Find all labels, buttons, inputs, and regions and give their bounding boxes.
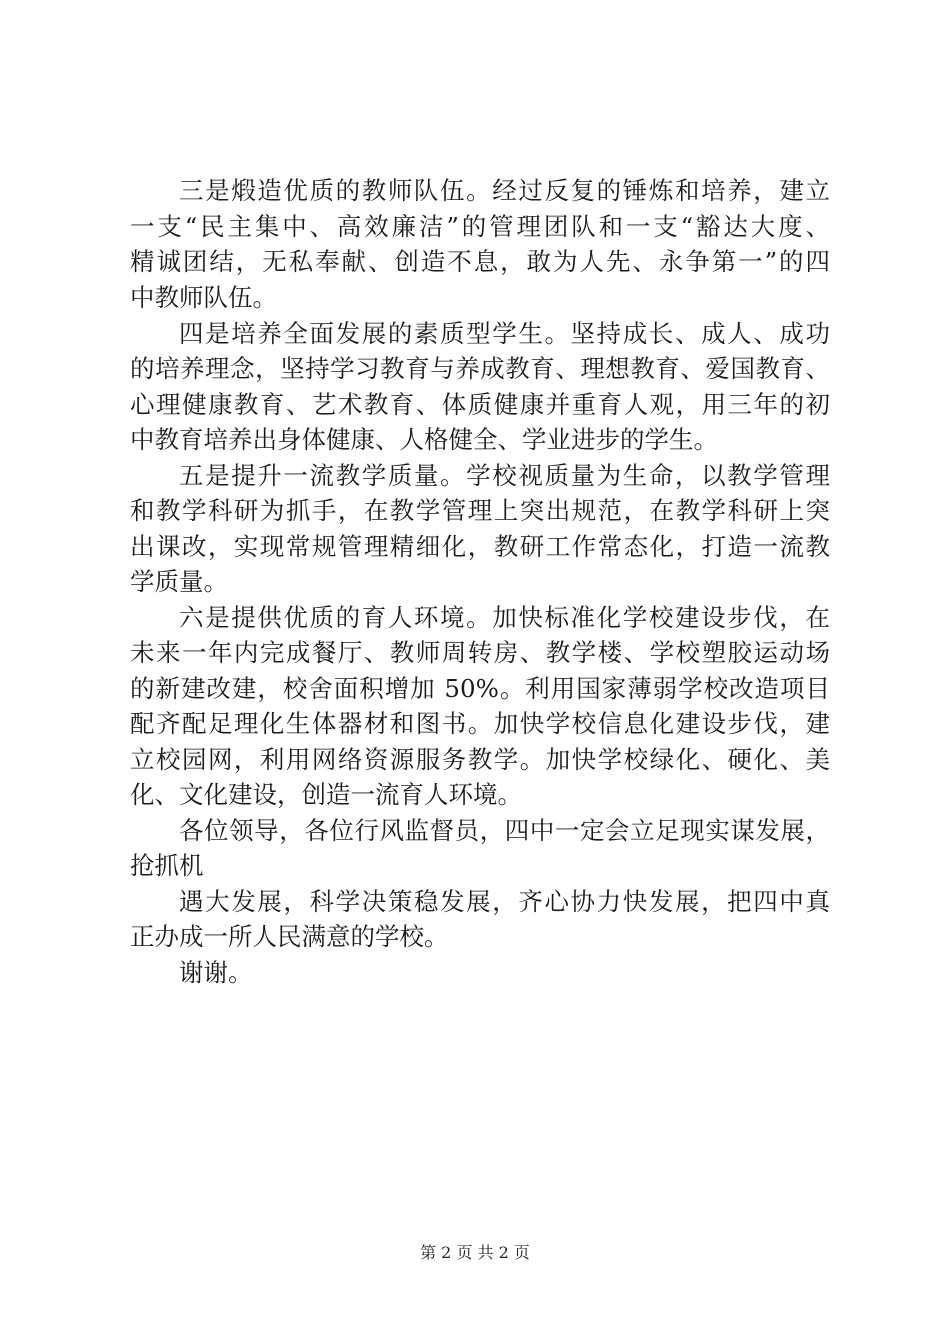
paragraph-line: 一支“民主集中、高效廉洁”的管理团队和一支“豁达大度、 xyxy=(130,212,830,241)
paragraph-line: 四是培养全面发展的素质型学生。坚持成长、成人、成功 xyxy=(179,319,830,348)
paragraph-line: 三是煅造优质的教师队伍。经过反复的锤炼和培养，建立 xyxy=(179,176,830,205)
paragraph-line: 立校园网，利用网络资源服务教学。加快学校绿化、硬化、美 xyxy=(130,745,830,774)
paragraph-line: 抢抓机 xyxy=(130,851,204,880)
paragraph-line: 正办成一所人民满意的学校。 xyxy=(130,922,449,951)
paragraph-line: 配齐配足理化生体器材和图书。加快学校信息化建设步伐，建 xyxy=(130,709,830,738)
paragraph-line: 化、文化建设，创造一流育人环境。 xyxy=(130,780,522,809)
paragraph-line: 未来一年内完成餐厅、教师周转房、教学楼、学校塑胶运动场 xyxy=(130,638,830,667)
paragraph-line: 精诚团结，无私奉献、创造不息，敢为人先、永争第一”的四 xyxy=(130,247,830,276)
paragraph-line: 六是提供优质的育人环境。加快标准化学校建设步伐，在 xyxy=(179,603,830,632)
paragraph-line: 遇大发展，科学决策稳发展，齐心协力快发展，把四中真 xyxy=(179,887,830,916)
paragraph-line: 学质量。 xyxy=(130,567,228,596)
paragraph-line: 和教学科研为抓手，在教学管理上突出规范，在教学科研上突 xyxy=(130,496,830,525)
page-number: 第 2 页 共 2 页 xyxy=(420,1243,530,1262)
paragraph-line: 出课改，实现常规管理精细化，教研工作常态化，打造一流教 xyxy=(130,532,830,561)
paragraph-line: 各位领导，各位行风监督员，四中一定会立足现实谋发展， xyxy=(179,816,830,845)
paragraph-line: 的新建改建，校舍面积增加 50%。利用国家薄弱学校改造项目 xyxy=(130,674,830,703)
paragraph-line: 中教师队伍。 xyxy=(130,283,277,312)
paragraph-line: 的培养理念，坚持学习教育与养成教育、理想教育、爱国教育、 xyxy=(130,354,830,383)
paragraph-line: 心理健康教育、艺术教育、体质健康并重育人观，用三年的初 xyxy=(130,390,830,419)
paragraph-line: 五是提升一流教学质量。学校视质量为生命，以教学管理 xyxy=(179,461,830,490)
paragraph-line: 中教育培养出身体健康、人格健全、学业进步的学生。 xyxy=(130,425,718,454)
paragraph-line: 谢谢。 xyxy=(179,958,253,987)
